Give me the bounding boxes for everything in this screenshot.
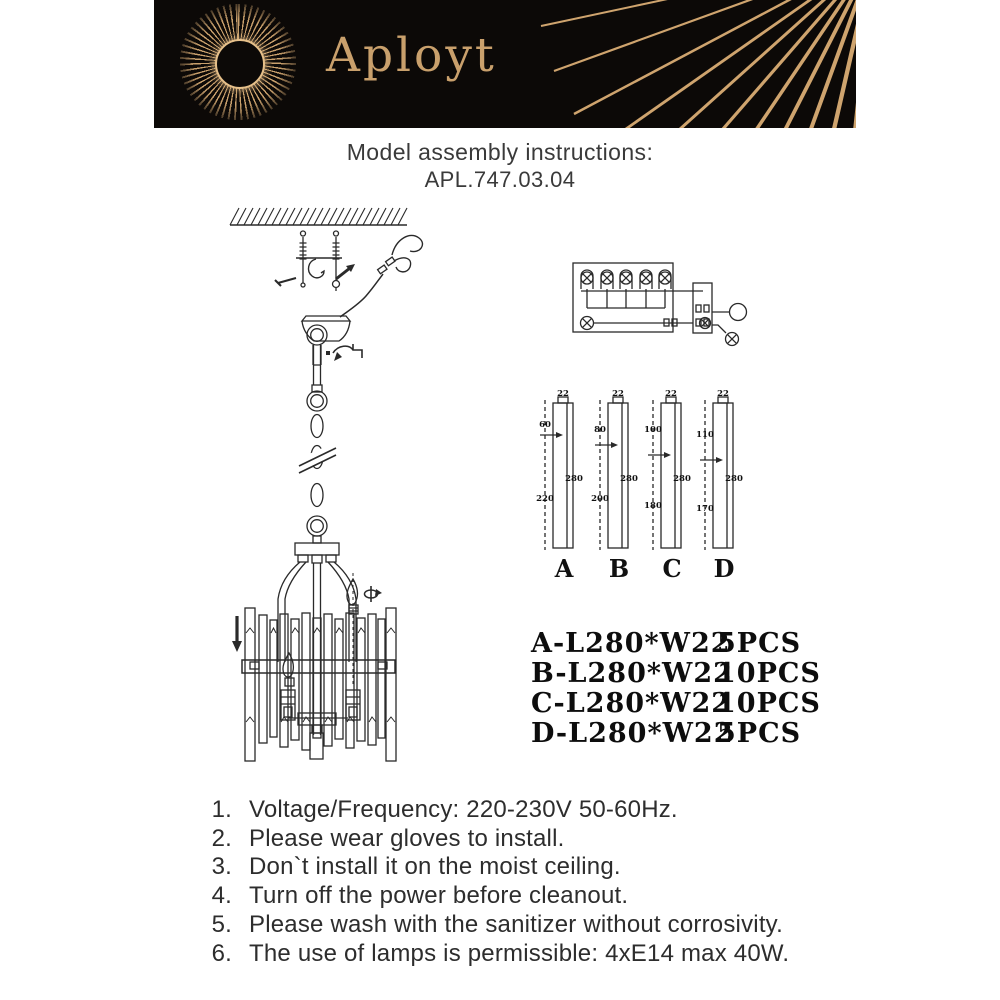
dim-width-a: 22 [557, 389, 569, 399]
corner-rays-icon [154, 0, 856, 128]
dim-width-b: 22 [612, 389, 624, 399]
instruction-item [196, 853, 886, 882]
instruction-text: Voltage/Frequency: 220-230V 50-60Hz. [249, 796, 678, 823]
page-title: Model assembly instructions: [346, 139, 654, 165]
dim-width-d: 22 [717, 389, 729, 399]
instruction-item [196, 825, 886, 854]
instruction-item [196, 940, 886, 969]
dim-bottom-d: 170 [696, 504, 714, 514]
instruction-number: 6. [211, 939, 232, 967]
instruction-text: Please wear gloves to install. [249, 824, 565, 852]
instruction-text: Don`t install it on the moist ceiling. [249, 853, 621, 881]
dim-top-b: 80 [594, 425, 606, 435]
parts-list-row [531, 719, 821, 749]
parts-list-row [531, 689, 821, 719]
dim-width-c: 22 [665, 389, 677, 399]
instruction-number: 2. [211, 824, 232, 852]
instruction-item [196, 882, 886, 911]
crystal-pieces-diagram [528, 388, 748, 583]
dim-bottom-b: 200 [591, 494, 609, 504]
piece-label-b: B [608, 554, 630, 583]
dim-length-b: 280 [620, 474, 638, 484]
piece-label-c: C [662, 554, 682, 583]
dim-top-a: 60 [539, 420, 551, 430]
model-number: APL.747.03.04 [424, 167, 576, 192]
part-qty: 5PCS [717, 718, 802, 749]
piece-label-a: A [554, 554, 574, 583]
part-qty: 10PCS [717, 658, 821, 689]
instruction-number: 5. [211, 910, 232, 938]
instruction-text: Please wash with the sanitizer without corrosivity. [249, 910, 783, 938]
instructions-list [196, 796, 886, 968]
instruction-item [196, 911, 886, 940]
part-qty: 5PCS [717, 628, 802, 659]
part-code: B-L280*W22 [531, 658, 733, 689]
instruction-number: 4. [211, 882, 232, 910]
instruction-item [196, 796, 886, 825]
chandelier-assembly-diagram [150, 195, 490, 795]
dim-bottom-a: 220 [536, 494, 554, 504]
instruction-text: Turn off the power before cleanout. [249, 882, 629, 910]
instruction-text: The use of lamps is permissible: 4xE14 max 40W. [249, 939, 790, 967]
piece-label-d: D [713, 554, 735, 583]
dim-length-a: 280 [565, 474, 583, 484]
parts-list-row [531, 659, 821, 689]
part-code: C-L280*W22 [531, 688, 732, 719]
instruction-number: 1. [211, 796, 232, 823]
brand-banner [154, 0, 856, 128]
part-code: D-L280*W22 [531, 718, 734, 749]
part-code: A-L280*W22 [531, 628, 731, 659]
wiring-diagram [565, 255, 755, 355]
dim-bottom-c: 180 [644, 501, 662, 511]
instruction-number: 3. [211, 853, 232, 881]
dim-length-d: 280 [725, 474, 743, 484]
parts-list [531, 629, 821, 749]
parts-list-row [531, 629, 821, 659]
brand-name: Aployt [326, 28, 497, 83]
part-qty: 10PCS [717, 688, 821, 719]
dim-top-d: 110 [696, 430, 714, 440]
dim-top-c: 100 [644, 425, 662, 435]
dim-length-c: 280 [673, 474, 691, 484]
